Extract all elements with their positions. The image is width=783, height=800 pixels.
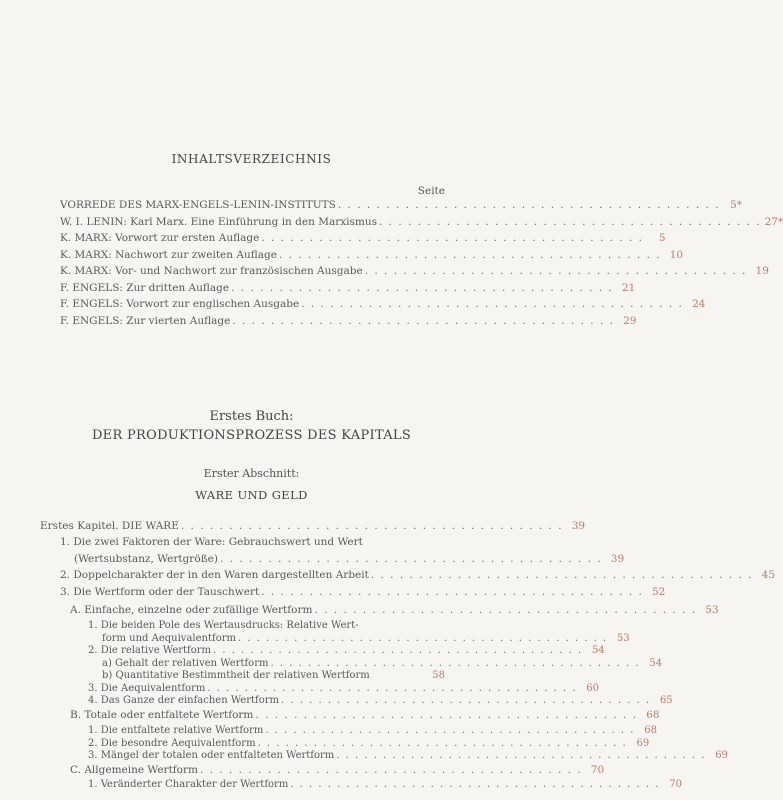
toc-entry: 1. Veränderter Charakter der Wertform . . . 70 <box>88 779 445 792</box>
chapter-section-list <box>60 536 776 602</box>
wertform-b-sublist <box>88 725 728 763</box>
section-title: WARE UND GELD <box>195 488 308 502</box>
toc-entry: K. MARX: Vor- und Nachwort zur französischen Ausgabe . . . 19 <box>60 265 445 282</box>
front-matter-list <box>60 199 783 331</box>
toc-entry: K. MARX: Vorwort zur ersten Auflage . . . 5 <box>60 232 445 249</box>
toc-entry: Erstes Kapitel. DIE WARE . . . 39 <box>40 520 445 537</box>
toc-entry: (Wertsubstanz, Wertgröße) . . . 39 <box>60 553 445 570</box>
toc-entry: 2. Doppelcharakter der in den Waren dargestellten Arbeit . . . 45 <box>60 569 445 586</box>
toc-entry: 1. Die entfaltete relative Wertform . . . 68 <box>88 725 445 738</box>
toc-entry: F. ENGELS: Zur vierten Auflage . . . 29 <box>60 315 445 332</box>
toc-entry: 4. Das Ganze der einfachen Wertform . . . 65 <box>88 695 445 708</box>
wertform-c-list <box>70 764 605 778</box>
wertform-c-sublist <box>88 779 682 792</box>
wertform-a-list <box>70 604 719 621</box>
toc-entry: b) Quantitative Bestimmtheit der relativen Wertform 58 <box>102 670 445 681</box>
toc-entry: A. Einfache, einzelne oder zufällige Wertform . . . 53 <box>70 604 445 621</box>
toc-entry: 1. Die zwei Faktoren der Ware: Gebrauchswert und Wert <box>60 536 363 548</box>
toc-entry: 3. Die Aequivalentform . . . 60 <box>88 683 445 696</box>
page-column-label: Seite <box>417 185 445 197</box>
toc-entry: 3. Die Wertform oder der Tauschwert . . . 52 <box>60 586 445 603</box>
toc-entry: 3. Mängel der totalen oder entfalteten Wertform . . . 69 <box>88 750 445 763</box>
wertform-b-list <box>70 709 660 726</box>
toc-entry: form und Aequivalentform . . . 53 <box>88 633 445 646</box>
wertform-a-sublist <box>88 620 673 708</box>
toc-entry: 1. Die beiden Pole des Wertausdrucks: Relative Wert- <box>88 620 359 631</box>
toc-entry: K. MARX: Nachwort zur zweiten Auflage . . . 10 <box>60 249 445 266</box>
toc-entry: VORREDE DES MARX-ENGELS-LENIN-INSTITUTS . . . 5* <box>60 199 445 216</box>
toc-entry: C. Allgemeine Wertform . . . 70 <box>70 764 445 778</box>
book-title: DER PRODUKTIONSPROZESS DES KAPITALS <box>91 428 412 443</box>
book-heading: Erstes Buch: <box>209 409 294 424</box>
toc-entry: 2. Die relative Wertform . . . 54 <box>88 645 445 658</box>
page-title: INHALTSVERZEICHNIS <box>171 152 332 166</box>
toc-entry: 2. Die besondre Aequivalentform . . . 69 <box>88 738 445 751</box>
toc-entry: a) Gehalt der relativen Wertform . . . 54 <box>88 658 445 671</box>
section-heading: Erster Abschnitt: <box>203 467 300 480</box>
toc-entry: F. ENGELS: Zur dritten Auflage . . . 21 <box>60 282 445 299</box>
toc-entry: B. Totale oder entfaltete Wertform . . . 68 <box>70 709 445 726</box>
toc-entry: F. ENGELS: Vorwort zur englischen Ausgabe . . . 24 <box>60 298 445 315</box>
toc-entry: W. I. LENIN: Karl Marx. Eine Einführung in den Marxismus . . . 27* <box>60 216 445 233</box>
chapter-list <box>40 520 586 537</box>
